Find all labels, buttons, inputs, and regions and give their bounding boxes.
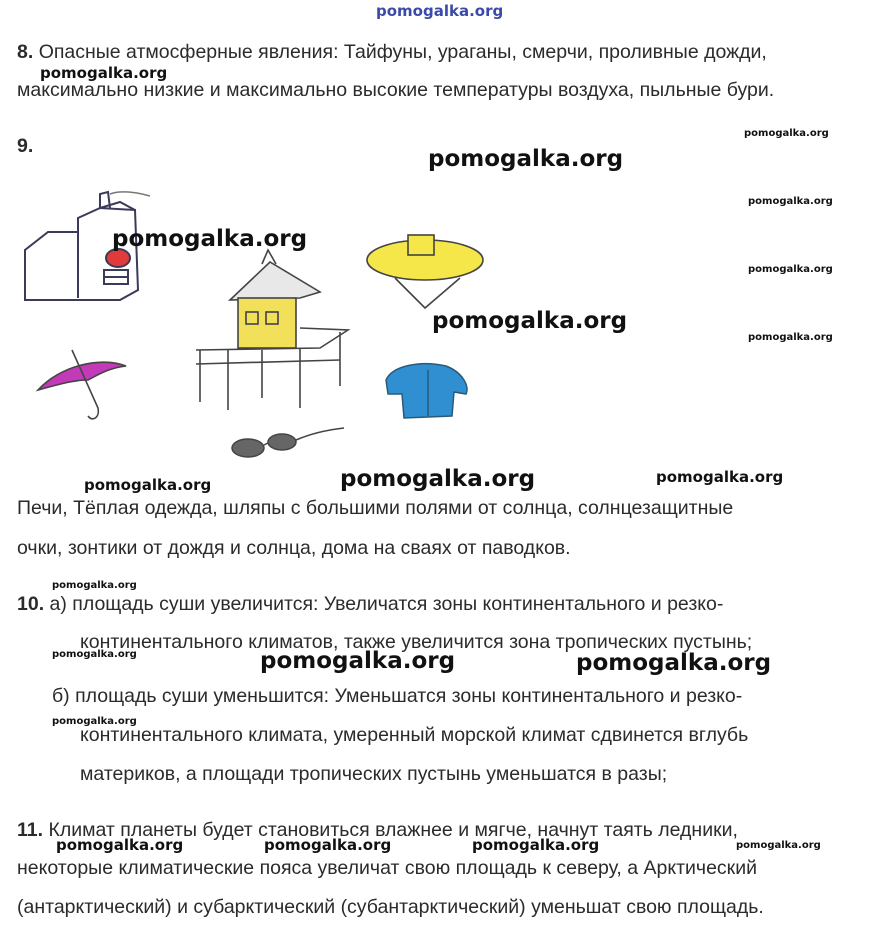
watermark-text: pomogalka.org <box>428 146 624 172</box>
task11-number: 11. <box>17 819 44 841</box>
watermark-text: pomogalka.org <box>56 836 184 854</box>
task8-line1 <box>17 40 767 64</box>
sunglasses-drawing <box>232 428 344 457</box>
task8-number: 8. <box>17 41 34 63</box>
watermark-text: pomogalka.org <box>744 128 829 139</box>
watermark-text: pomogalka.org <box>748 264 833 275</box>
watermark-text: pomogalka.org <box>472 836 600 854</box>
task10-a-text1: а) площадь суши увеличится: Увеличатся зоны континентального и резко- <box>49 593 724 615</box>
task8-line2: максимально низкие и максимально высокие температуры воздуха, пыльные бури. <box>17 79 775 101</box>
task10-b-line2: континентального климата, умеренный морской климат сдвинется вглубь <box>80 724 749 746</box>
task11-text1: Климат планеты будет становиться влажнее и мягче, начнут таять ледники, <box>48 819 738 841</box>
task10-a-line1 <box>17 592 723 616</box>
warm-jacket-drawing <box>386 364 467 418</box>
watermark-text: pomogalka.org <box>340 466 536 492</box>
watermark-text: pomogalka.org <box>576 650 772 676</box>
watermark-text: pomogalka.org <box>52 716 137 727</box>
task10-b-line1: б) площадь суши уменьшится: Уменьшатся зоны континентального и резко- <box>52 685 743 707</box>
task9-line1: Печи, Тёплая одежда, шляпы с большими полями от солнца, солнцезащитные <box>17 497 734 519</box>
watermark-text: pomogalka.org <box>52 580 137 591</box>
watermark-text: pomogalka.org <box>52 649 137 660</box>
watermark-text: pomogalka.org <box>736 840 821 851</box>
task11-line3: (антарктический) и субарктический (субантарктический) уменьшат свою площадь. <box>17 896 764 918</box>
watermark-text: pomogalka.org <box>748 196 833 207</box>
task9-number: 9. <box>17 135 34 157</box>
watermark-text: pomogalka.org <box>656 468 784 486</box>
watermark-text: pomogalka.org <box>84 476 212 494</box>
watermark-text: pomogalka.org <box>432 308 628 334</box>
stilt-house-drawing <box>196 250 348 410</box>
task8-text1: Опасные атмосферные явления: Тайфуны, ураганы, смерчи, проливные дожди, <box>38 41 767 63</box>
task10-a-line2: континентального климатов, также увеличится зона тропических пустынь; <box>80 631 753 653</box>
header-watermark: pomogalka.org <box>376 2 504 20</box>
watermark-text: pomogalka.org <box>112 226 308 252</box>
watermark-text: pomogalka.org <box>260 648 456 674</box>
sun-hat-drawing <box>367 235 483 308</box>
task9-line2: очки, зонтики от дождя и солнца, дома на сваях от паводков. <box>17 537 571 559</box>
task10-number: 10. <box>17 593 45 615</box>
watermark-text: pomogalka.org <box>264 836 392 854</box>
umbrella-drawing <box>38 350 126 419</box>
watermark-text: pomogalka.org <box>40 64 168 82</box>
task10-b-line3: материков, а площади тропических пустынь уменьшатся в разы; <box>80 763 668 785</box>
watermark-text: pomogalka.org <box>748 332 833 343</box>
task11-line2: некоторые климатические пояса увеличат свою площадь к северу, а Арктический <box>17 857 758 879</box>
